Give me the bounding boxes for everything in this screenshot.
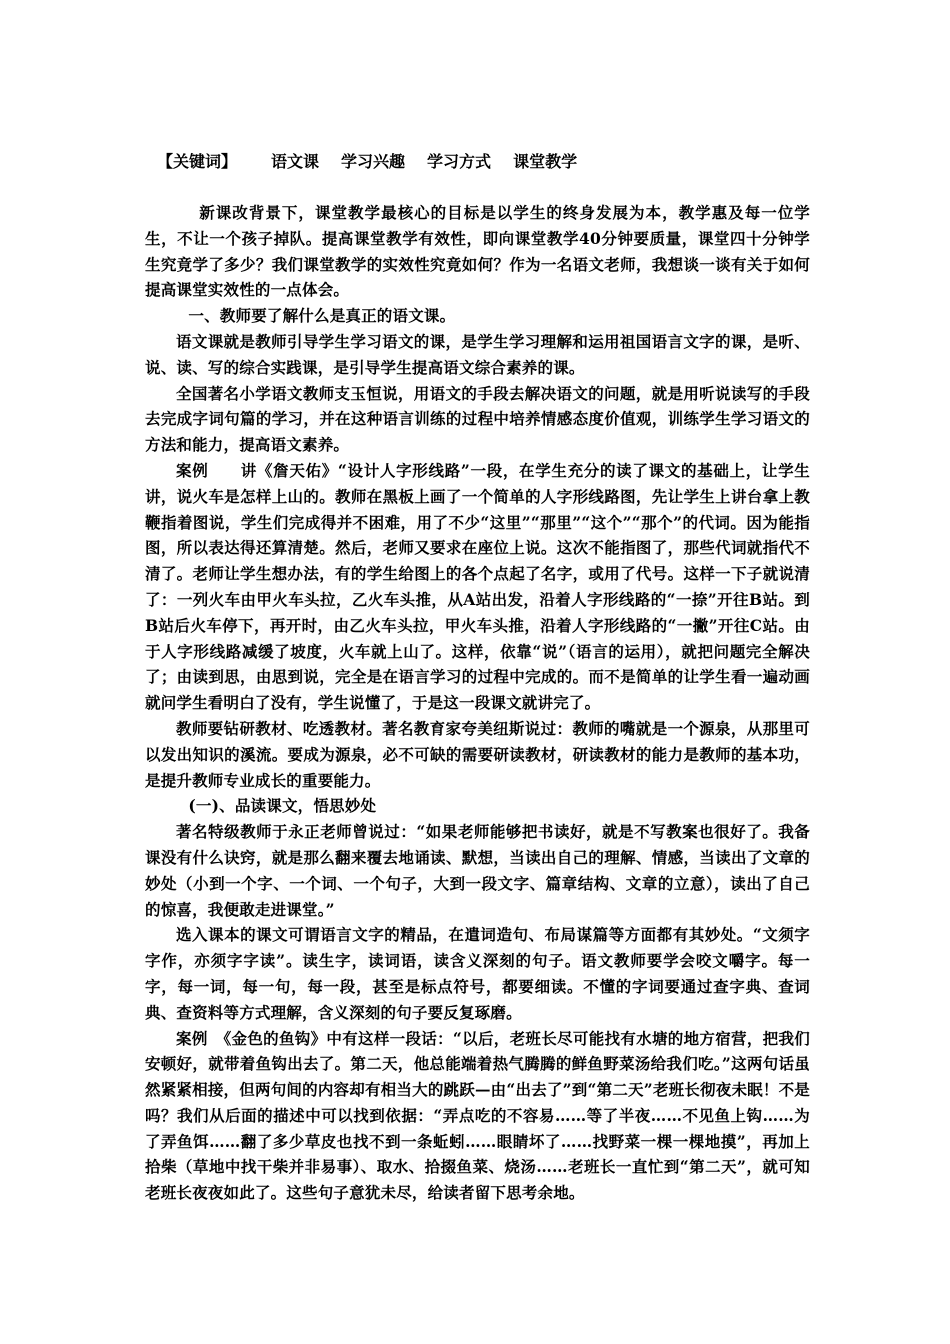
subsection-heading: (一)、品读课文，悟思妙处 [188, 796, 377, 816]
case-paragraph: 案例 《金色的鱼钩》中有这样一段话：“以后，老班长尽可能找有水塘的地方宿营，把我们安顿好，就带着鱼钩出去了。第二天，他总能端着热气腾腾的鲜鱼野菜汤给我们吃。”这两句话虽然紧紧相接，但两句间的内容却有相当大的跳跃—由“出去了”到“第二天”老班长彻夜未眠！不是吗？我们从后面的描述中可以找到依据：“弄点吃的不容易……等了半夜……不见鱼上钩……为了弄鱼饵……翻了多少草皮也找不到一条蚯蚓……眼睛坏了……找野菜一棵一棵地摸”，再加上拾柴（草地中找干柴并非易事）、取水、拾掇鱼菜、烧汤……老班长一直忙到“第二天”，就可知老班长夜夜如此了。这些句子意犹未尽，给读者留下思考余地。 [145, 1028, 810, 1203]
keyword-item: 课堂教学 [513, 152, 578, 171]
case-paragraph: 案例 讲《詹天佑》“设计人字形线路”一段，在学生充分的读了课文的基础上，让学生讲，说火车是怎样上山的。教师在黑板上画了一个简单的人字形线路图，先让学生上讲台拿上教鞭指着图说，学生们完成得并不困难，用了不少“这里”“那里”“这个”“那个”的代词。因为能指图，所以表达得还算清楚。然后，老师又要求在座位上说。这次不能指图了，那些代词就指代不清了。老师让学生想办法，有的学生给图上的各个点起了名字，或用了代号。这样一下子就说清了：一列火车由甲火车头拉，乙火车头推，从A站出发，沿着人字形线路的“一捺”开往B站。到B站后火车停下，再开时，由乙火车头拉，甲火车头推，沿着人字形线路的“一撇”开往C站。由于人字形线路减缓了坡度，火车就上山了。这样，依靠“说”（语言的运用），就把问题完全解决了；由读到思，由思到说，完全是在语言学习的过程中完成的。而不是简单的让学生看一遍动画就问学生看明白了没有，学生说懂了，于是这一段课文就讲完了。 [145, 460, 810, 713]
keyword-item: 学习兴趣 [341, 152, 406, 171]
keywords-line [157, 150, 810, 174]
body-paragraph: 选入课本的课文可谓语言文字的精品，在遣词造句、布局谋篇等方面都有其妙处。“文须字字作，亦须字字读”。读生字，读词语，读含义深刻的句子。语文教师要学会咬文嚼字。每一字，每一词，每一句，每一段，甚至是标点符号，都要细读。不懂的字词要通过查字典、查词典、查资料等方式理解，含义深刻的句子要反复琢磨。 [145, 925, 810, 1022]
keyword-item: 语文课 [271, 152, 320, 171]
body-paragraph: 全国著名小学语文教师支玉恒说，用语文的手段去解决语文的问题，就是用听说读写的手段去完成字词句篇的学习，并在这种语言训练的过程中培养情感态度价值观，训练学生学习语文的方法和能力，提高语文素养。 [145, 383, 810, 455]
document-page [145, 150, 810, 1206]
section-heading: 一、教师要了解什么是真正的语文课。 [188, 306, 456, 326]
quote-paragraph: 著名特级教师于永正老师曾说过：“如果老师能够把书读好，就是不写教案也很好了。我备课没有什么诀窍，就是那么翻来覆去地诵读、默想，当读出自己的理解、情感，当读出了文章的妙处（小到一个字、一个词、一个句子，大到一段文字、篇章结构、文章的立意），读出了自己的惊喜，我便敢走进课堂。” [145, 822, 810, 919]
keywords-label: 【关键词】 [157, 152, 238, 171]
keyword-item: 学习方式 [427, 152, 492, 171]
intro-paragraph: 新课改背景下，课堂教学最核心的目标是以学生的终身发展为本，教学惠及每一位学生，不让一个孩子掉队。提高课堂教学有效性，即向课堂教学40分钟要质量，课堂四十分钟学生究竟学了多少？我们课堂教学的实效性究竟如何？作为一名语文老师，我想谈一谈有关于如何提高课堂实效性的一点体会。 [145, 203, 810, 300]
body-paragraph: 教师要钻研教材、吃透教材。著名教育家夸美纽斯说过：教师的嘴就是一个源泉，从那里可以发出知识的溪流。要成为源泉，必不可缺的需要研读教材，研读教材的能力是教师的基本功，是提升教师专业成长的重要能力。 [145, 718, 810, 790]
body-paragraph: 语文课就是教师引导学生学习语文的课，是学生学习理解和运用祖国语言文字的课，是听、说、读、写的综合实践课，是引导学生提高语文综合素养的课。 [145, 331, 810, 377]
